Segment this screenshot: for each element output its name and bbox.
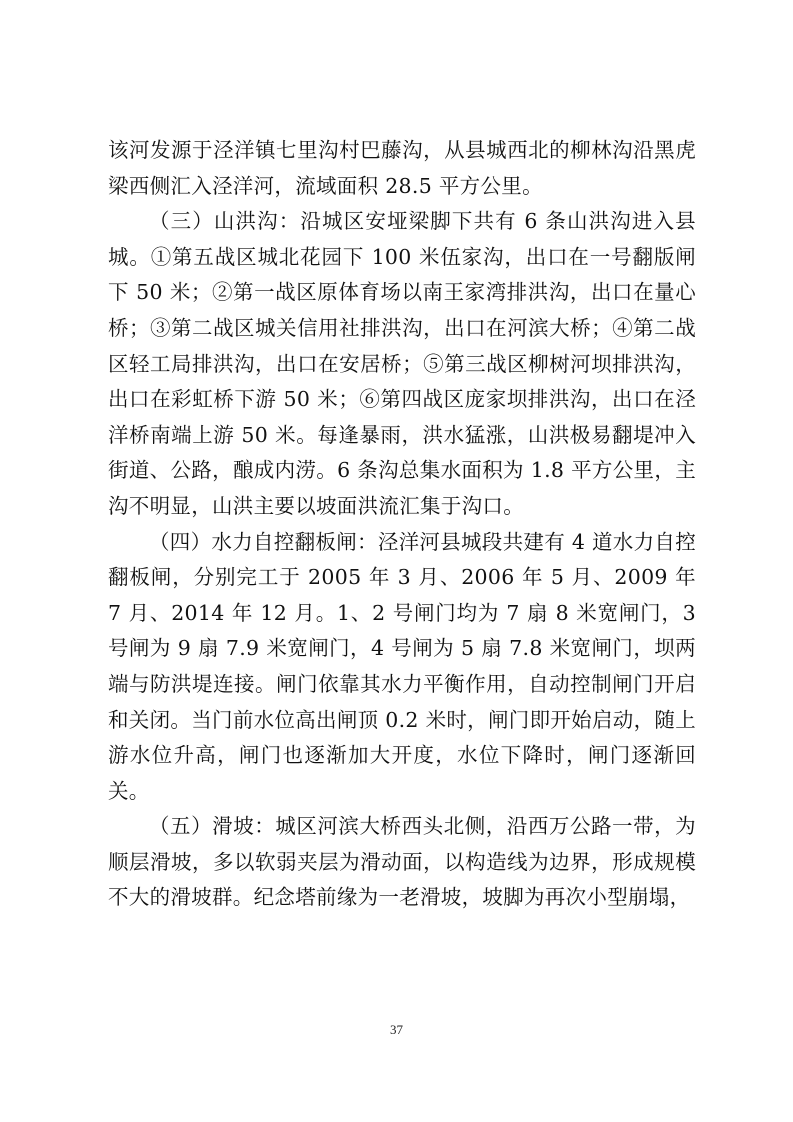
paragraph-landslides: （五）滑坡：城区河滨大桥西头北侧，沿西万公路一带，为顺层滑坡，多以软弱夹层为滑动面，以构造线为边界，形成规模不大的滑坡群。纪念塔前缘为一老滑坡，坡脚为再次小型崩塌， [108, 814, 696, 910]
paragraph-continuation: 该河发源于泾洋镇七里沟村巴藤沟，从县城西北的柳林沟沿黑虎梁西侧汇入泾洋河，流域面积 28.5 平方公里。 [108, 138, 696, 198]
paragraph-mountain-flood-gullies: （三）山洪沟：沿城区安垭梁脚下共有 6 条山洪沟进入县城。①第五战区城北花园下 100 米伍家沟，出口在一号翻版闸下 50 米；②第一战区原体育场以南王家湾排洪沟，出口在量心桥；③第二战区城关信用社排洪沟，出口在河滨大桥；④第二战区轻工局排洪沟，出口在安居桥；⑤第三战区柳树河坝排洪沟，出口在彩虹桥下游 50 米；⑥第四战区庞家坝排洪沟，出口在泾洋桥南端上游 50 米。每逢暴雨，洪水猛涨，山洪极易翻堤冲入街道、公路，酿成内涝。6 条沟总集水面积为 1.8 平方公里，主沟不明显，山洪主要以坡面洪流汇集于沟口。 [108, 209, 696, 518]
body-text [108, 133, 696, 916]
paragraph-hydraulic-flap-gates: （四）水力自控翻板闸：泾洋河县城段共建有 4 道水力自控翻板闸，分别完工于 2005 年 3 月、2006 年 5 月、2009 年 7 月、2014 年 12 月。1、2 号闸门均为 7 扇 8 米宽闸门，3 号闸为 9 扇 7.9 米宽闸门，4 号闸为 5 扇 7.8 米宽闸门，坝两端与防洪堤连接。闸门依靠其水力平衡作用，自动控制闸门开启和关闭。当门前水位高出闸顶 0.2 米时，闸门即开始启动，随上游水位升高，闸门也逐渐加大开度，水位下降时，闸门逐渐回关。 [108, 529, 696, 803]
page-number: 37 [390, 1022, 403, 1037]
